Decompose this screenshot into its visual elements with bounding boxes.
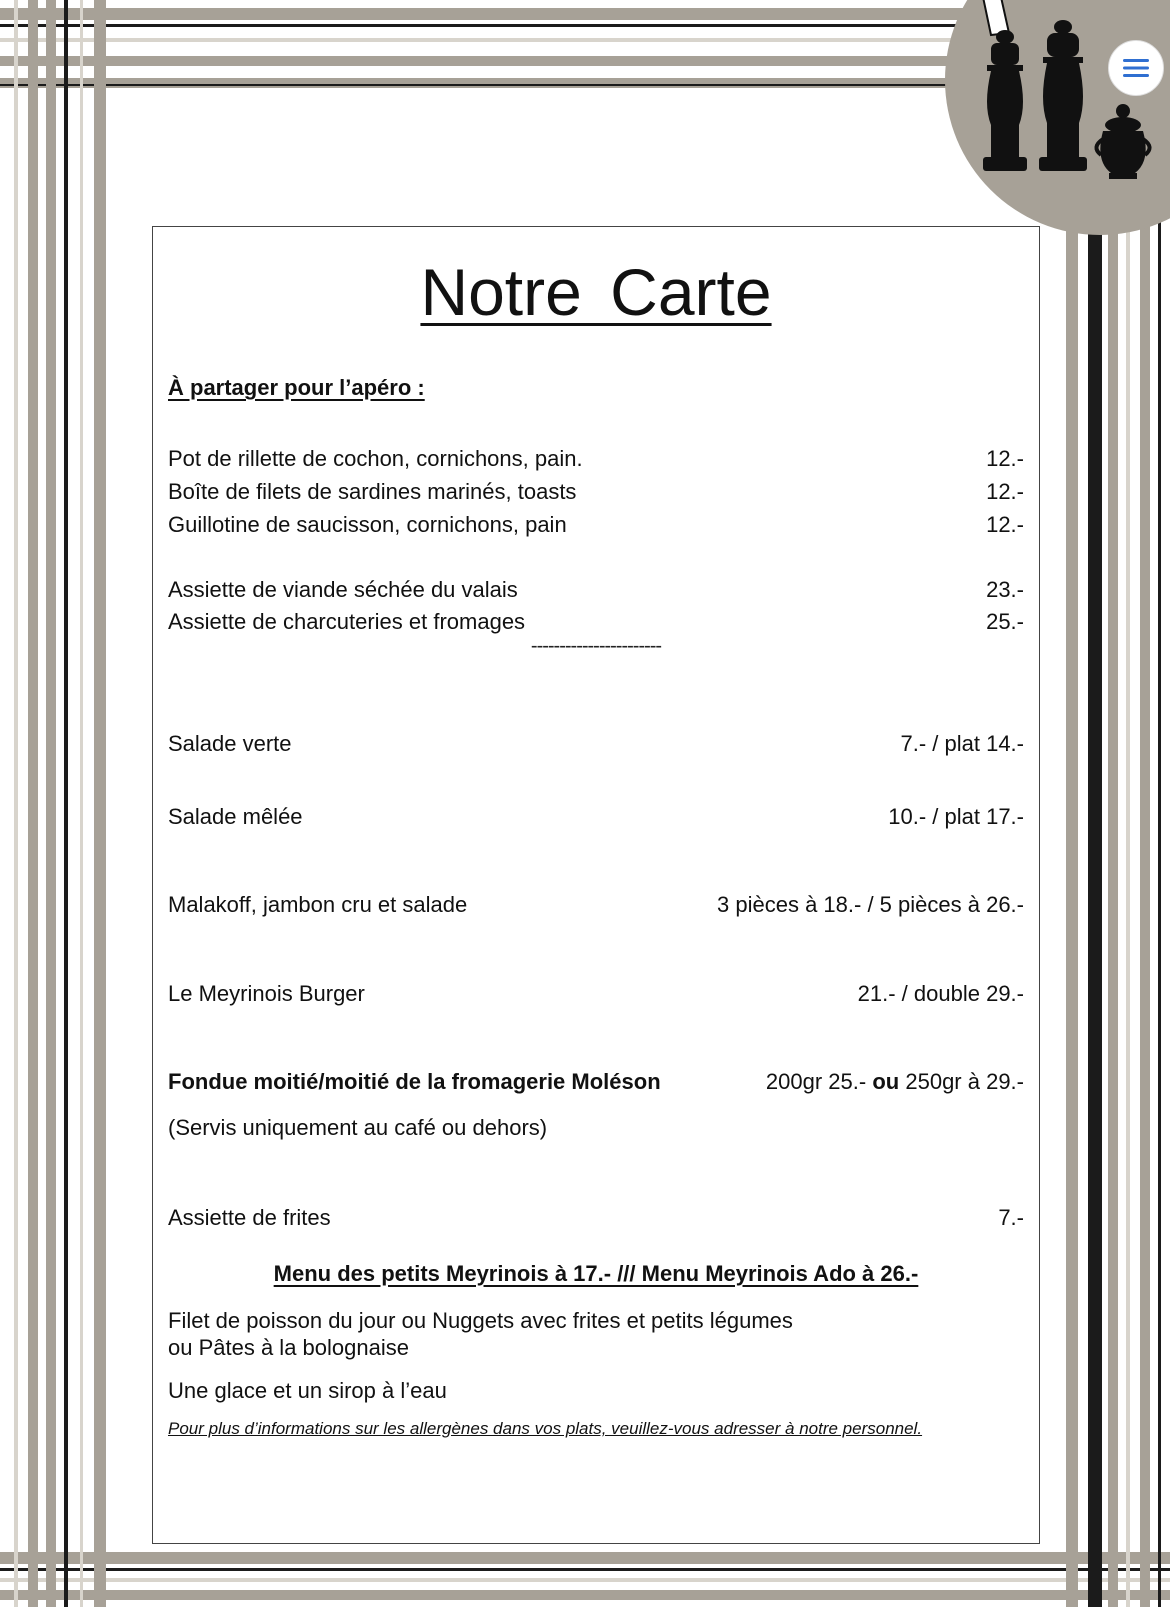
item-price: 3 pièces à 18.- / 5 pièces à 26.- [717,892,1024,917]
menu-item [168,509,1024,541]
menu-item [168,889,1024,921]
border-stripe [0,1568,1170,1571]
item-name: Assiette de charcuteries et fromages [168,609,526,634]
border-stripe [0,1552,1170,1564]
menu-card [152,226,1040,1544]
menu-item [168,574,1024,606]
item-price: 7.- / plat 14.- [900,731,1024,756]
item-name: Le Meyrinois Burger [168,981,365,1006]
apero-heading: À partager pour l’apéro : [168,375,425,400]
menu-item [168,606,1024,638]
item-price: 25.- [986,609,1024,634]
border-stripe [0,1578,1170,1582]
menu-item [168,443,1024,475]
item-price: 12.- [986,479,1024,504]
item-name: Malakoff, jambon cru et salade [168,892,468,917]
menu-item [168,1202,1024,1234]
item-price: 23.- [986,577,1024,602]
page-title: Notre Carte [420,255,772,329]
item-name: Boîte de filets de sardines marinés, toasts [168,479,577,504]
border-stripe [1158,0,1161,1607]
border-stripe [14,0,18,1607]
fondue-price-a: 200gr 25.- [765,1069,867,1094]
menu-item [168,476,1024,508]
item-name: Pot de rillette de cochon, cornichons, pain. [168,446,583,471]
border-stripe [28,0,38,1607]
item-name: Fondue moitié/moitié de la fromagerie Moléson [168,1069,661,1094]
item-price: 7.- [998,1205,1024,1230]
border-stripe [94,0,106,1607]
item-name: Salade mêlée [168,804,303,829]
allergen-note: Pour plus d’informations sur les allergènes dans vos plats, veuillez-vous adresser à notre personnel. [168,1419,923,1438]
section-divider: ----------------------- [530,635,662,657]
border-stripe [46,0,56,1607]
item-price: 21.- / double 29.- [857,981,1024,1006]
menu-item-fondue [168,1066,1024,1098]
fondue-note: (Servis uniquement au café ou dehors) [168,1115,548,1140]
border-stripe [1140,0,1150,1607]
item-price: 10.- / plat 17.- [888,804,1024,829]
kids-menu-heading: Menu des petits Meyrinois à 17.- /// Menu Meyrinois Ado à 26.- [273,1261,919,1286]
menu-item [168,728,1024,760]
logo-badge [945,0,1170,235]
kids-menu-line: Filet de poisson du jour ou Nuggets avec frites et petits légumes [168,1308,793,1333]
item-price: 12.- [986,512,1024,537]
item-name: Assiette de viande séchée du valais [168,577,518,602]
item-name: Salade verte [168,731,292,756]
kids-menu-line: Une glace et un sirop à l’eau [168,1378,447,1403]
border-stripe [0,1590,1170,1600]
border-stripe [1108,0,1118,1607]
menu-item [168,801,1024,833]
border-stripe [1126,0,1130,1607]
hamburger-menu-icon [1122,57,1150,79]
item-price [766,1066,1024,1098]
kids-menu-line: ou Pâtes à la bolognaise [168,1335,409,1360]
border-stripe [1066,0,1078,1607]
fondue-or: ou [872,1069,900,1094]
fondue-price-b: 250gr à 29.- [905,1069,1024,1094]
border-stripe [1088,0,1102,1607]
border-stripe [80,0,83,1607]
border-stripe [64,0,68,1607]
menu-item [168,978,1024,1010]
item-name: Assiette de frites [168,1205,331,1230]
pepper-mill-icon [945,0,1170,235]
menu-button[interactable] [1108,40,1164,96]
item-price: 12.- [986,446,1024,471]
item-name: Guillotine de saucisson, cornichons, pain [168,512,567,537]
